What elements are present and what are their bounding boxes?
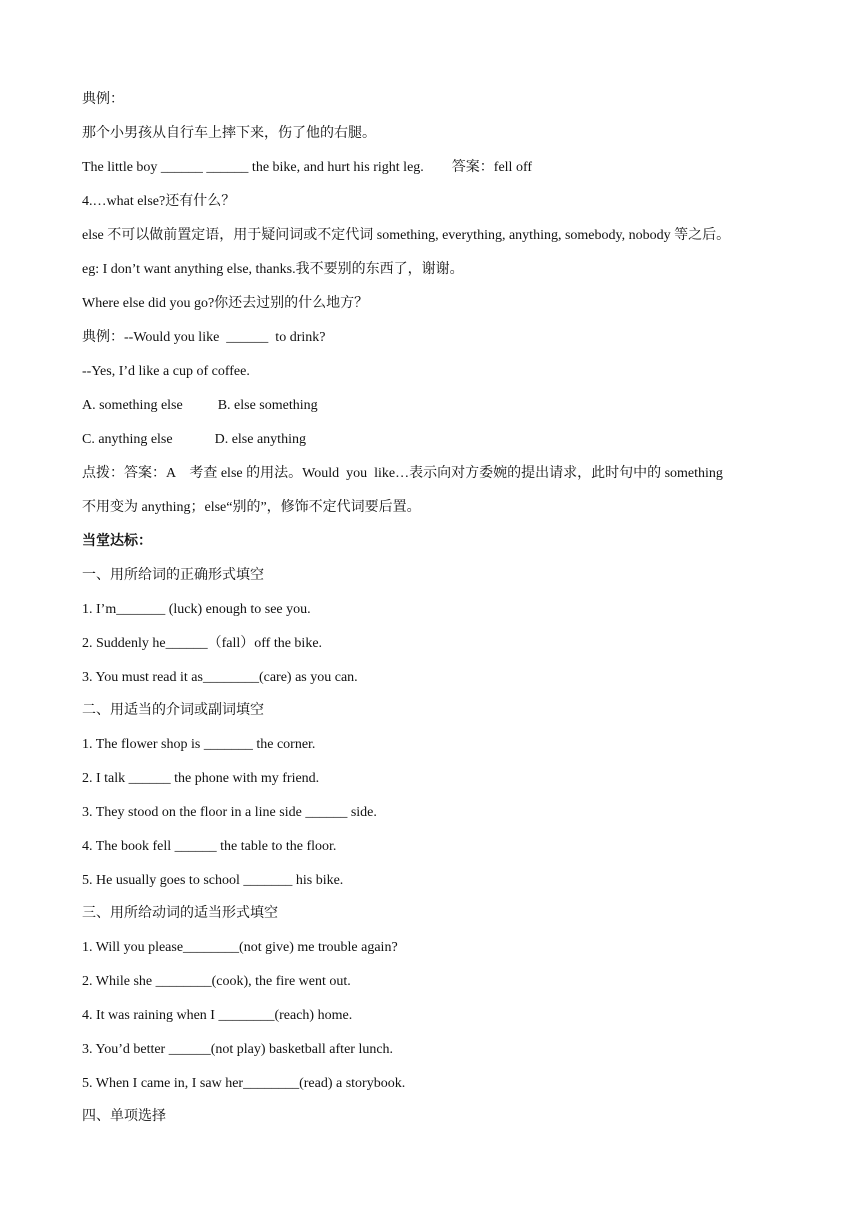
exercise-item: 3. They stood on the floor in a line side ______ side.: [82, 805, 377, 820]
exercise-heading: 四、单项选择: [82, 1109, 166, 1124]
example-sentence: eg: I don’t want anything else, thanks.我不要别的东西了，谢谢。: [82, 262, 464, 277]
exercise-item: 3. You’d better ______(not play) basketball after lunch.: [82, 1042, 394, 1057]
exercise-heading: 一、用所给词的正确形式填空: [82, 568, 264, 583]
exercise-item: 2. Suddenly he______（fall）off the bike.: [82, 636, 323, 651]
exercise-item: 5. When I came in, I saw her________(read) a storybook.: [82, 1076, 406, 1091]
example-label: 典例：: [82, 92, 124, 107]
explanation-line: 不用变为 anything；else“别的”，修饰不定代词要后置。: [82, 500, 421, 515]
exercise-heading: 三、用所给动词的适当形式填空: [82, 906, 278, 921]
exercise-item: 1. The flower shop is _______ the corner.: [82, 737, 316, 752]
options-line: C. anything else D. else anything: [82, 432, 306, 447]
options-line: A. something else B. else something: [82, 398, 318, 413]
exercise-item: 2. I talk ______ the phone with my friend.: [82, 771, 320, 786]
example-answer-line: --Yes, I’d like a cup of coffee.: [82, 364, 250, 379]
exercise-item: 4. The book fell ______ the table to the floor.: [82, 839, 337, 854]
example-chinese-sentence: 那个小男孩从自行车上摔下来，伤了他的右腿。: [82, 126, 376, 141]
exercise-item: 1. I’m_______ (luck) enough to see you.: [82, 602, 311, 617]
exercise-item: 1. Will you please________(not give) me trouble again?: [82, 940, 398, 955]
section-heading: 当堂达标：: [82, 534, 152, 549]
exercise-item: 4. It was raining when I ________(reach) home.: [82, 1008, 353, 1023]
example-question: 典例：--Would you like ______ to drink?: [82, 330, 326, 345]
grammar-note: else 不可以做前置定语，用于疑问词或不定代词 something, everything, anything, somebody, nobody 等之后。: [82, 228, 731, 243]
exercise-item: 3. You must read it as________(care) as you can.: [82, 670, 358, 685]
explanation-line: 点拨：答案：A 考查 else 的用法。Would you like…表示向对方委婉的提出请求，此时句中的 something: [82, 466, 723, 481]
point-heading: 4.…what else?还有什么？: [82, 194, 236, 209]
example-blank-sentence: The little boy ______ ______ the bike, and hurt his right leg. 答案：fell off: [82, 160, 533, 175]
exercise-item: 5. He usually goes to school _______ his bike.: [82, 873, 344, 888]
exercise-heading: 二、用适当的介词或副词填空: [82, 703, 264, 718]
example-sentence: Where else did you go?你还去过别的什么地方？: [82, 296, 369, 311]
exercise-item: 2. While she ________(cook), the fire went out.: [82, 974, 351, 989]
